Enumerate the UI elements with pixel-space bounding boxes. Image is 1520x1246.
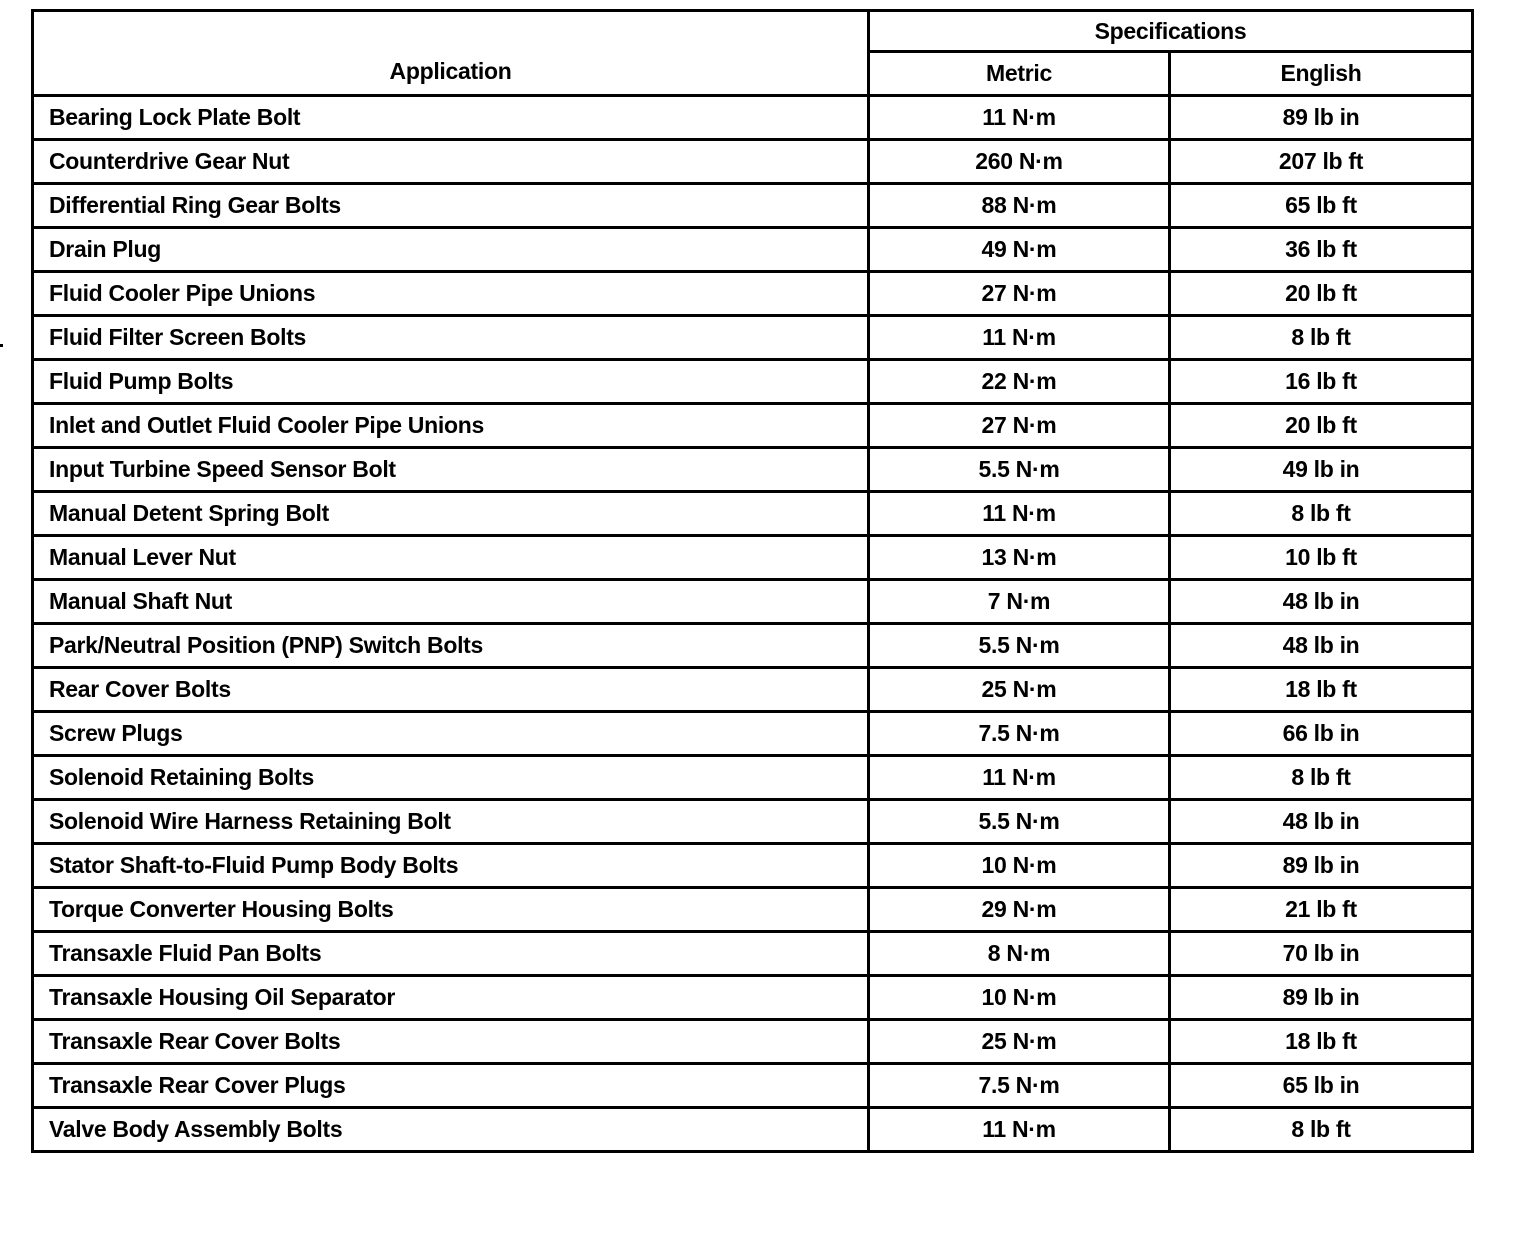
specifications-column-header: Specifications bbox=[869, 11, 1473, 52]
table-row bbox=[33, 1020, 1473, 1064]
metric-value-cell: 5.5 N·m bbox=[869, 448, 1170, 492]
english-value-cell: 89 lb in bbox=[1170, 976, 1473, 1020]
metric-value-cell: 7.5 N·m bbox=[869, 712, 1170, 756]
metric-value-cell: 11 N·m bbox=[869, 756, 1170, 800]
application-cell: Transaxle Housing Oil Separator bbox=[33, 976, 869, 1020]
metric-value-cell: 11 N·m bbox=[869, 96, 1170, 140]
english-value-cell: 8 lb ft bbox=[1170, 492, 1473, 536]
application-cell: Torque Converter Housing Bolts bbox=[33, 888, 869, 932]
english-value-cell: 48 lb in bbox=[1170, 800, 1473, 844]
application-cell: Solenoid Wire Harness Retaining Bolt bbox=[33, 800, 869, 844]
metric-value-cell: 22 N·m bbox=[869, 360, 1170, 404]
table-row bbox=[33, 536, 1473, 580]
table-row bbox=[33, 228, 1473, 272]
application-cell: Stator Shaft-to-Fluid Pump Body Bolts bbox=[33, 844, 869, 888]
table-row bbox=[33, 668, 1473, 712]
metric-value-cell: 88 N·m bbox=[869, 184, 1170, 228]
english-value-cell: 8 lb ft bbox=[1170, 316, 1473, 360]
application-cell: Drain Plug bbox=[33, 228, 869, 272]
metric-value-cell: 5.5 N·m bbox=[869, 624, 1170, 668]
application-cell: Fluid Pump Bolts bbox=[33, 360, 869, 404]
table-row bbox=[33, 448, 1473, 492]
table-row bbox=[33, 184, 1473, 228]
english-value-cell: 18 lb ft bbox=[1170, 668, 1473, 712]
metric-column-header: Metric bbox=[869, 52, 1170, 96]
metric-value-cell: 27 N·m bbox=[869, 404, 1170, 448]
application-cell: Valve Body Assembly Bolts bbox=[33, 1108, 869, 1152]
application-cell: Fluid Filter Screen Bolts bbox=[33, 316, 869, 360]
metric-value-cell: 13 N·m bbox=[869, 536, 1170, 580]
application-cell: Rear Cover Bolts bbox=[33, 668, 869, 712]
table-body bbox=[33, 96, 1473, 1152]
table-row bbox=[33, 712, 1473, 756]
table-row bbox=[33, 492, 1473, 536]
table-row bbox=[33, 360, 1473, 404]
table-row bbox=[33, 624, 1473, 668]
application-column-header: Application bbox=[33, 11, 869, 96]
application-cell: Screw Plugs bbox=[33, 712, 869, 756]
english-value-cell: 8 lb ft bbox=[1170, 756, 1473, 800]
english-value-cell: 65 lb ft bbox=[1170, 184, 1473, 228]
application-cell: Transaxle Rear Cover Bolts bbox=[33, 1020, 869, 1064]
metric-value-cell: 29 N·m bbox=[869, 888, 1170, 932]
application-cell: Differential Ring Gear Bolts bbox=[33, 184, 869, 228]
english-value-cell: 70 lb in bbox=[1170, 932, 1473, 976]
application-cell: Solenoid Retaining Bolts bbox=[33, 756, 869, 800]
application-cell: Transaxle Rear Cover Plugs bbox=[33, 1064, 869, 1108]
fastener-torque-specifications-table bbox=[31, 9, 1474, 1153]
table-row bbox=[33, 932, 1473, 976]
english-value-cell: 48 lb in bbox=[1170, 580, 1473, 624]
english-value-cell: 48 lb in bbox=[1170, 624, 1473, 668]
table-row bbox=[33, 800, 1473, 844]
table-row bbox=[33, 888, 1473, 932]
metric-value-cell: 25 N·m bbox=[869, 1020, 1170, 1064]
application-cell: Bearing Lock Plate Bolt bbox=[33, 96, 869, 140]
table-row bbox=[33, 140, 1473, 184]
english-value-cell: 10 lb ft bbox=[1170, 536, 1473, 580]
table-row bbox=[33, 844, 1473, 888]
metric-value-cell: 260 N·m bbox=[869, 140, 1170, 184]
application-cell: Fluid Cooler Pipe Unions bbox=[33, 272, 869, 316]
application-cell: Manual Shaft Nut bbox=[33, 580, 869, 624]
english-value-cell: 207 lb ft bbox=[1170, 140, 1473, 184]
metric-value-cell: 25 N·m bbox=[869, 668, 1170, 712]
english-value-cell: 89 lb in bbox=[1170, 844, 1473, 888]
english-value-cell: 16 lb ft bbox=[1170, 360, 1473, 404]
table-row bbox=[33, 976, 1473, 1020]
english-value-cell: 89 lb in bbox=[1170, 96, 1473, 140]
table-row bbox=[33, 404, 1473, 448]
metric-value-cell: 11 N·m bbox=[869, 316, 1170, 360]
table-header bbox=[33, 11, 1473, 96]
application-cell: Manual Detent Spring Bolt bbox=[33, 492, 869, 536]
table-row bbox=[33, 1064, 1473, 1108]
metric-value-cell: 11 N·m bbox=[869, 492, 1170, 536]
application-cell: Transaxle Fluid Pan Bolts bbox=[33, 932, 869, 976]
metric-value-cell: 10 N·m bbox=[869, 976, 1170, 1020]
application-cell: Park/Neutral Position (PNP) Switch Bolts bbox=[33, 624, 869, 668]
english-value-cell: 66 lb in bbox=[1170, 712, 1473, 756]
metric-value-cell: 5.5 N·m bbox=[869, 800, 1170, 844]
margin-mark bbox=[0, 344, 3, 347]
table-row bbox=[33, 96, 1473, 140]
metric-value-cell: 11 N·m bbox=[869, 1108, 1170, 1152]
header-row-top bbox=[33, 11, 1473, 52]
table-row bbox=[33, 1108, 1473, 1152]
metric-value-cell: 49 N·m bbox=[869, 228, 1170, 272]
english-value-cell: 20 lb ft bbox=[1170, 404, 1473, 448]
metric-value-cell: 7.5 N·m bbox=[869, 1064, 1170, 1108]
table-row bbox=[33, 756, 1473, 800]
table-row bbox=[33, 272, 1473, 316]
metric-value-cell: 8 N·m bbox=[869, 932, 1170, 976]
english-column-header: English bbox=[1170, 52, 1473, 96]
metric-value-cell: 10 N·m bbox=[869, 844, 1170, 888]
table-row bbox=[33, 316, 1473, 360]
application-cell: Counterdrive Gear Nut bbox=[33, 140, 869, 184]
english-value-cell: 18 lb ft bbox=[1170, 1020, 1473, 1064]
english-value-cell: 20 lb ft bbox=[1170, 272, 1473, 316]
application-cell: Input Turbine Speed Sensor Bolt bbox=[33, 448, 869, 492]
table-row bbox=[33, 580, 1473, 624]
english-value-cell: 21 lb ft bbox=[1170, 888, 1473, 932]
english-value-cell: 36 lb ft bbox=[1170, 228, 1473, 272]
english-value-cell: 49 lb in bbox=[1170, 448, 1473, 492]
english-value-cell: 65 lb in bbox=[1170, 1064, 1473, 1108]
metric-value-cell: 7 N·m bbox=[869, 580, 1170, 624]
metric-value-cell: 27 N·m bbox=[869, 272, 1170, 316]
application-cell: Inlet and Outlet Fluid Cooler Pipe Unions bbox=[33, 404, 869, 448]
application-cell: Manual Lever Nut bbox=[33, 536, 869, 580]
english-value-cell: 8 lb ft bbox=[1170, 1108, 1473, 1152]
